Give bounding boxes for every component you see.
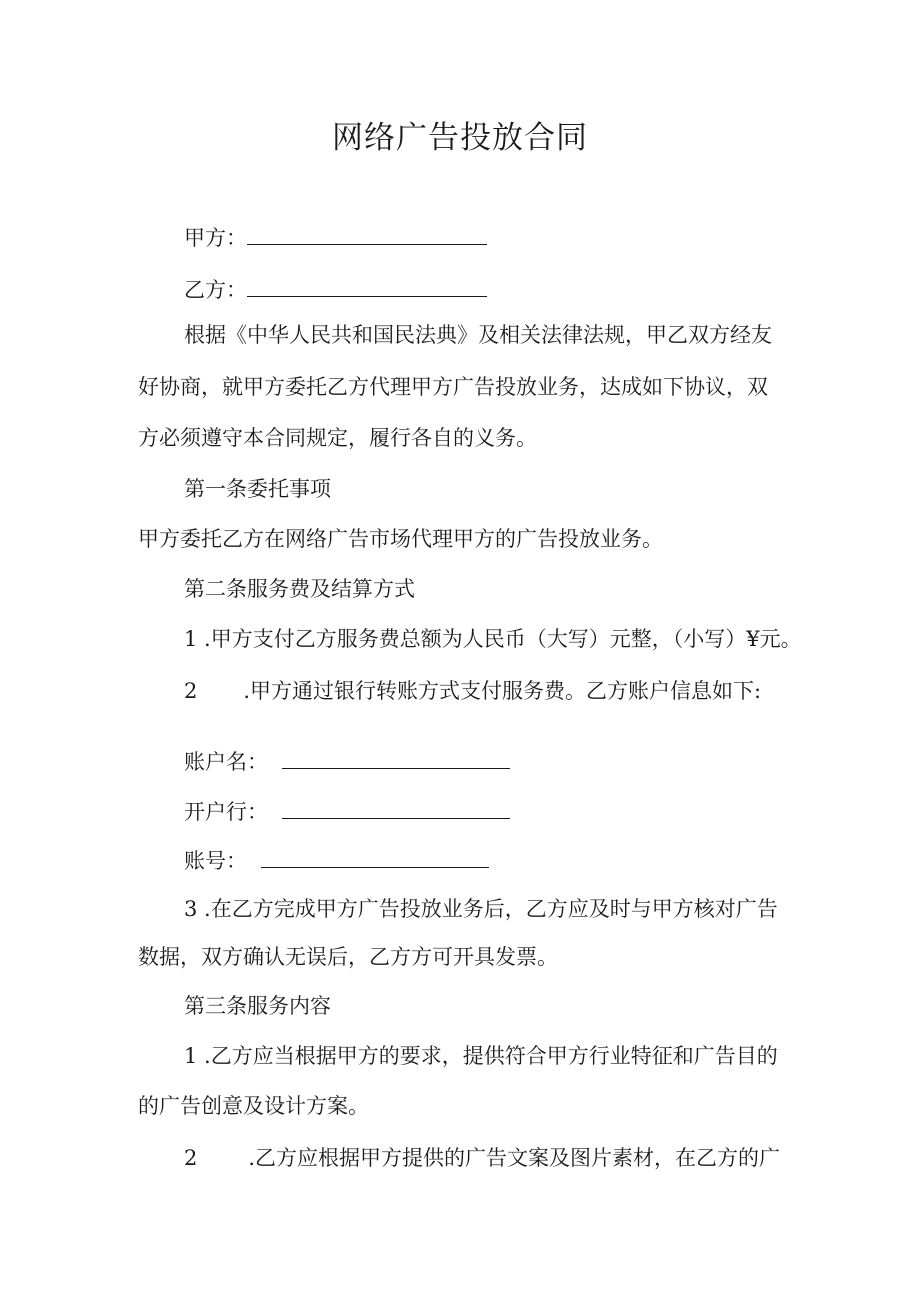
article2-item2-number: 2 <box>184 679 198 703</box>
article1-heading: 第一条委托事项 <box>184 477 331 501</box>
article2-item3-line-1: 3 .在乙方完成甲方广告投放业务后，乙方应及时与甲方核对广告 <box>184 897 778 921</box>
article2-heading: 第二条服务费及结算方式 <box>184 577 415 601</box>
account-no-label: 账号： <box>184 849 247 873</box>
preamble-line-1: 根据《中华人民共和国民法典》及相关法律法规，甲乙双方经友 <box>184 323 772 347</box>
party-b-line <box>184 274 487 305</box>
article3-item2-number: 2 <box>184 1146 198 1170</box>
article2-item1: 1 .甲方支付乙方服务费总额为人民币（大写）元整，（小写）¥元。 <box>184 627 802 651</box>
article3-item2-text: .乙方应根据甲方提供的广告文案及图片素材，在乙方的广 <box>248 1146 781 1170</box>
preamble-line-3: 方必须遵守本合同规定，履行各自的义务。 <box>138 426 537 450</box>
party-a-line <box>184 222 487 253</box>
article3-item1-line-2: 的广告创意及设计方案。 <box>138 1094 369 1118</box>
account-no-line <box>184 845 489 876</box>
account-name-line <box>184 746 510 777</box>
article3-heading: 第三条服务内容 <box>184 994 331 1018</box>
article3-item1-line-1: 1 .乙方应当根据甲方的要求，提供符合甲方行业特征和广告目的 <box>184 1044 778 1068</box>
party-a-label: 甲方： <box>184 226 247 250</box>
bank-line <box>184 796 510 827</box>
article2-item3-line-2: 数据，双方确认无误后，乙方方可开具发票。 <box>138 945 558 969</box>
party-b-blank[interactable] <box>247 274 487 297</box>
party-b-label: 乙方： <box>184 278 247 302</box>
account-no-blank[interactable] <box>261 845 489 868</box>
article2-item2-text: .甲方通过银行转账方式支付服务费。乙方账户信息如下: <box>243 679 762 703</box>
account-name-label: 账户名： <box>184 750 268 774</box>
document-title: 网络广告投放合同 <box>332 120 588 156</box>
article3-item2 <box>184 1143 780 1173</box>
party-a-blank[interactable] <box>247 222 487 245</box>
article1-text: 甲方委托乙方在网络广告市场代理甲方的广告投放业务。 <box>138 527 663 551</box>
bank-blank[interactable] <box>282 796 510 819</box>
article2-item2 <box>184 676 761 706</box>
preamble-line-2: 好协商，就甲方委托乙方代理甲方广告投放业务，达成如下协议，双 <box>138 375 768 399</box>
bank-label: 开户行： <box>184 800 268 824</box>
account-name-blank[interactable] <box>282 746 510 769</box>
